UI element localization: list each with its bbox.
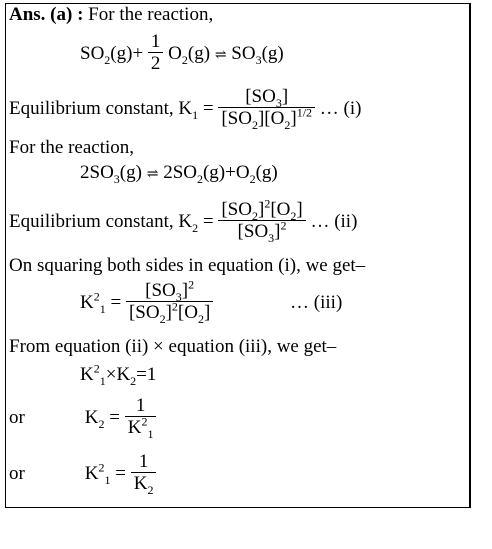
answer-intro (9, 4, 213, 26)
equilibrium-arrow-icon: ⇌ (214, 47, 227, 63)
equation-tag-ii: … (ii) (310, 210, 358, 232)
from-equation-text: From equation (ii) × equation (iii), we get– (9, 336, 337, 357)
k2-label: Equilibrium constant, (9, 210, 174, 232)
answer-prefix: Ans. (a) : (9, 4, 84, 25)
half-coefficient: $\frac{1}{2}$ (148, 32, 164, 75)
or-fraction-2: $\frac{1}{K_2}$ (131, 452, 157, 495)
or-equation-2: or $K^2_1$ = $\frac{1}{K_2}$ (9, 452, 156, 495)
k2-fraction: $\frac{[SO_2]^2[O_2]}{[SO_3]^2}$ (218, 200, 305, 243)
or-equation-1: or $K_2$ = $\frac{1}{K^2_1}$ (9, 396, 156, 439)
or-fraction-1: $\frac{1}{K^2_1}$ (125, 396, 157, 439)
reactant-so2: SO (80, 42, 105, 64)
k1-expression: Equilibrium constant, $K_1$ = $\frac{[SO_3]}{[SO_2][O_2]^{1/2}}$ … (i) (9, 86, 362, 132)
equation-tag-i: … (i) (319, 97, 362, 119)
equation-tag-iii: … (iii) (290, 291, 343, 313)
or-label: or (9, 406, 25, 428)
product-so3: SO (231, 42, 256, 64)
reaction-2-intro: For the reaction, (9, 137, 135, 158)
answer-intro-text: For the reaction, (88, 4, 214, 25)
reaction-1: $SO_2(g)+$ $\frac{1}{2}$ $O_2(g)$ ⇌ $SO_3(g)$ (80, 31, 284, 74)
k1-squared-expression: $K^2_1$ = $\frac{[SO_3]^2}{[SO_2]^2[O_2]}$ … (iii) (80, 277, 343, 326)
k1-squared-fraction: $\frac{[SO_3]^2}{[SO_2]^2[O_2]}$ (126, 281, 213, 324)
equilibrium-arrow-icon: ⇌ (146, 167, 159, 182)
k1-fraction: $\frac{[SO_3]}{[SO_2][O_2]^{1/2}}$ (218, 87, 315, 130)
product-equation: $K^2_1\times K_2=1$ (80, 361, 157, 388)
k2-expression: Equilibrium constant, $K_2$ = $\frac{[SO_2]^2[O_2]}{[SO_3]^2}$ … (ii) (9, 196, 358, 245)
reactant-o2: O (168, 42, 182, 64)
or-label: or (9, 462, 25, 484)
squaring-text: On squaring both sides in equation (i), we get– (9, 255, 366, 276)
k1-label: Equilibrium constant, (9, 97, 174, 119)
reaction-2: $2SO_3(g)$ ⇌ $2SO_2(g)+O_2(g)$ (80, 162, 278, 186)
